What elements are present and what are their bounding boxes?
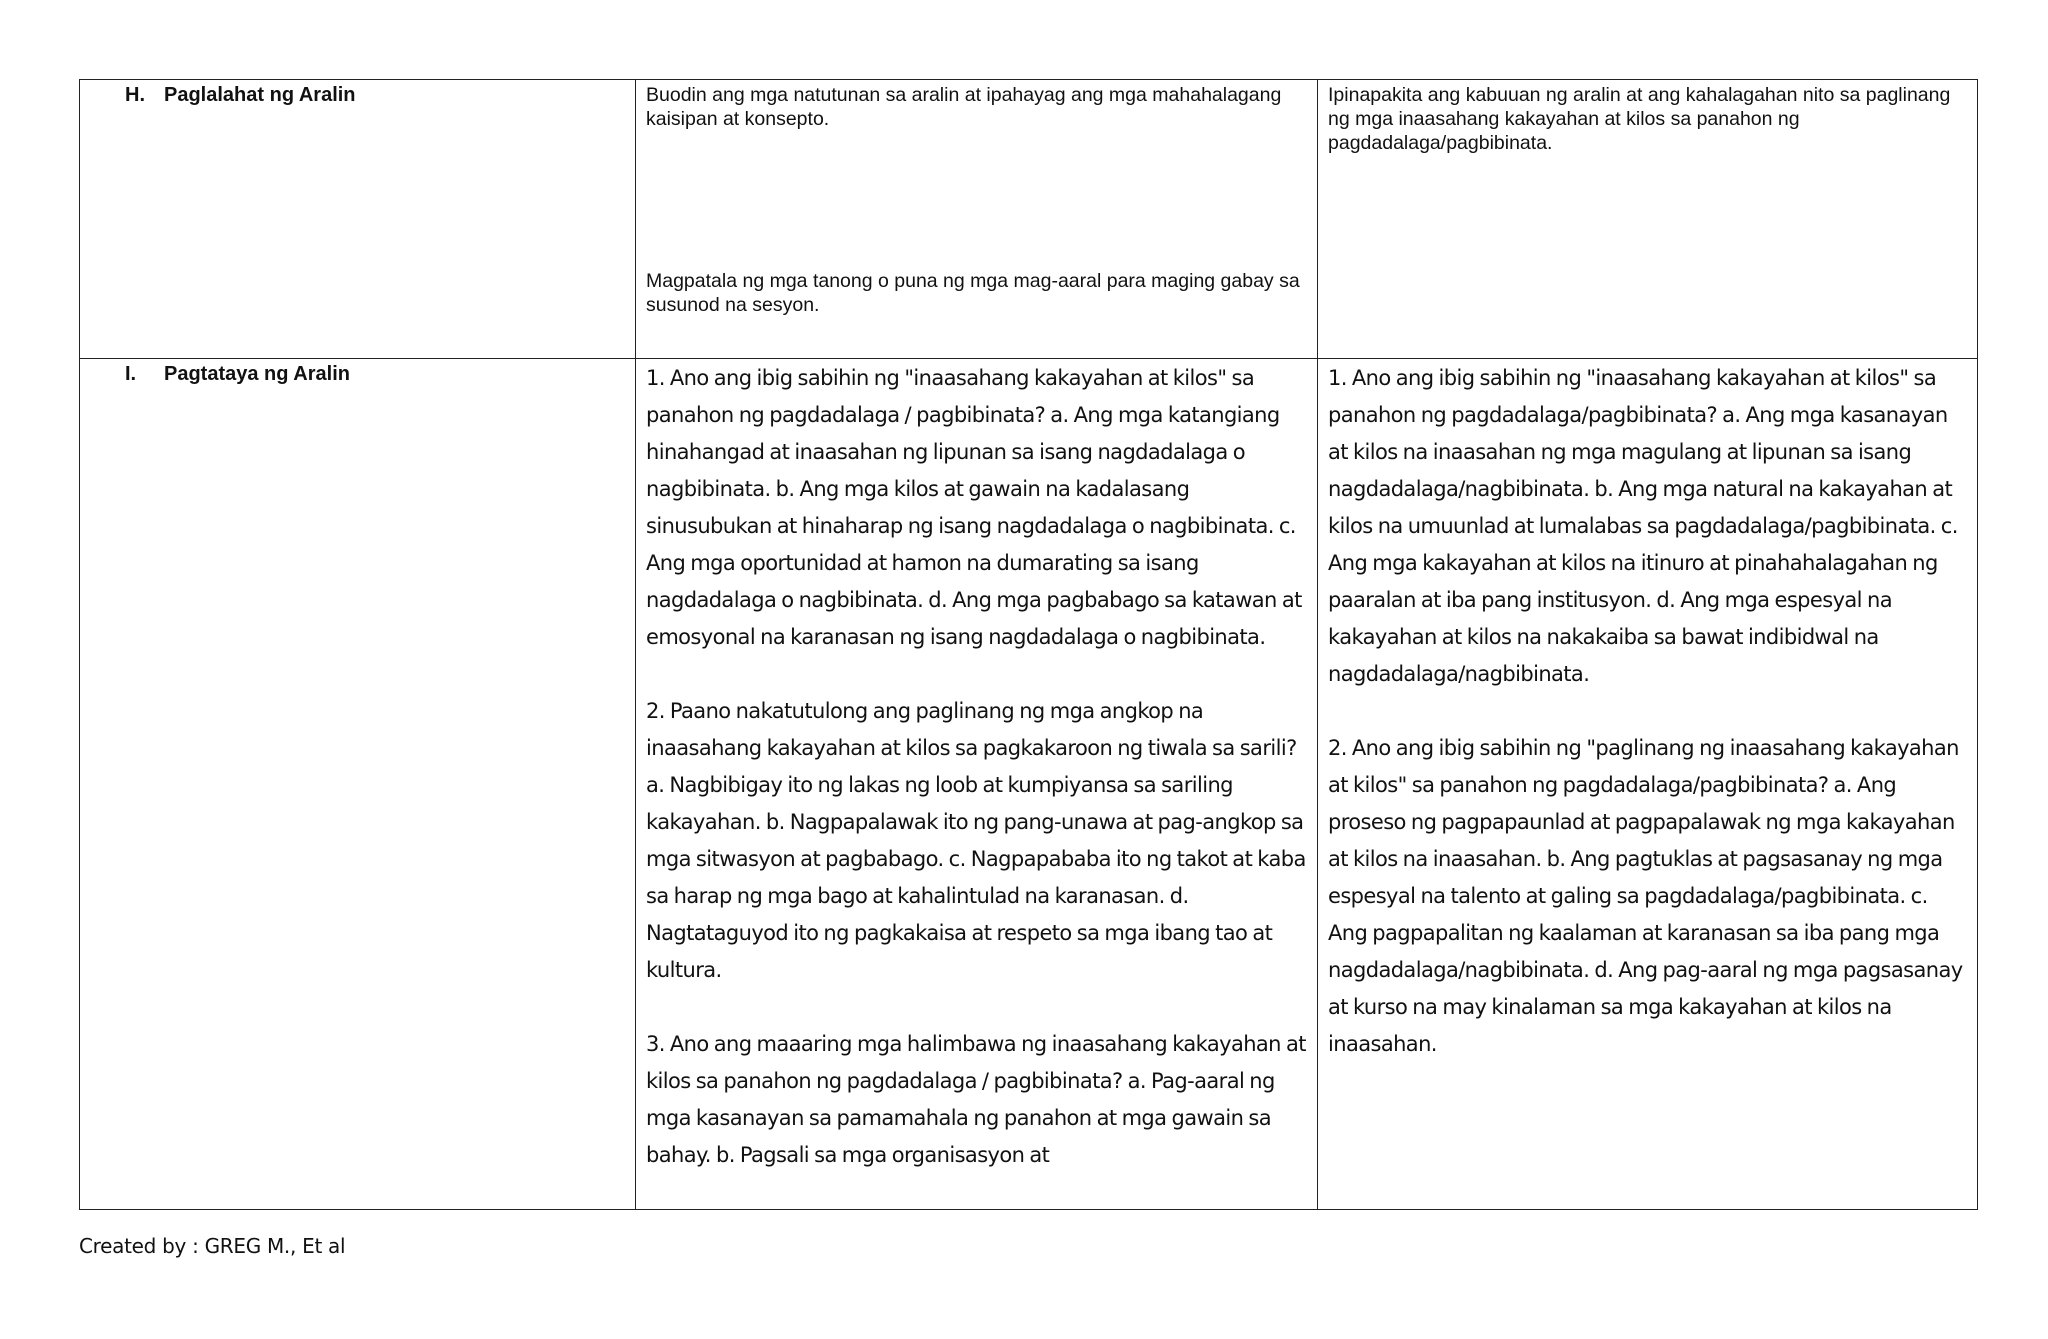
question-item: 3. Ano ang maaaring mga halimbawa ng inaasahang kakayahan at kilos sa panahon ng pagdadalaga / pagbibinata? a. Pag-aaral ng mga kasanayan sa pamamahala ng panahon at mga gawain sa bahay. b. Pagsali sa mga organisasyon at [646, 1032, 1306, 1167]
row-title: Pagtataya ng Aralin [164, 363, 350, 385]
assessment-cell [636, 359, 1318, 1210]
question-item: 1. Ano ang ibig sabihin ng "inaasahang kakayahan at kilos" sa panahon ng pagdadalaga / pagbibinata? a. Ang mga katangiang hinahangad at inaasahan ng lipunan sa isang nagdadalaga o nagbibinata. b. Ang mga kilos at gawain na kadalasang sinusubukan at hinaharap ng isang nagdadalaga o nagbibinata. c. Ang mga oportunidad at hamon na dumarating sa isang nagdadalaga o nagbibinata. d. Ang mga pagbabago sa katawan at emosyonal na karanasan ng isang nagdadalaga o nagbibinata. [646, 366, 1302, 649]
question-item: 2. Paano nakatutulong ang paglinang ng mga angkop na inaasahang kakayahan at kilos sa pagkakaroon ng tiwala sa sarili? a. Nagbibigay ito ng lakas ng loob at kumpiyansa sa sariling kakayahan. b. Nagpapalawak ito ng pang-unawa at pag-angkop sa mga sitwasyon at pagbabago. c. Nagpapababa ito ng takot at kaba sa harap ng mga bago at kahalintulad na karanasan. d. Nagtataguyod ito ng pagkakaisa at respeto sa mga ibang tao at kultura. [646, 699, 1306, 982]
row-label [80, 80, 635, 107]
assessment-questions [636, 359, 1317, 1174]
assessment-questions-alt [1318, 359, 1977, 1063]
notes-text: Ipinapakita ang kabuuan ng aralin at ang kahalagahan nito sa paglinang ng mga inaasahang kakayahan at kilos sa panahon ng pagdadalaga/pagbibinata. [1328, 84, 1951, 154]
row-letter: H. [125, 84, 145, 106]
row-title: Paglalahat ng Aralin [164, 84, 356, 106]
question-item: 1. Ano ang ibig sabihin ng "inaasahang kakayahan at kilos" sa panahon ng pagdadalaga/pagbibinata? a. Ang mga kasanayan at kilos na inaasahan ng mga magulang at lipunan sa isang nagdadalaga/nagbibinata. b. Ang mga natural na kakayahan at kilos na umuunlad at lumalabas sa pagdadalaga/pagbibinata. c. Ang mga kakayahan at kilos na itinuro at pinahahalagahan ng paaralan at iba pang institusyon. d. Ang mga espesyal na kakayahan at kilos na nakakaiba sa bawat indibidwal na nagdadalaga/nagbibinata. [1328, 366, 1958, 686]
row-label [80, 359, 635, 386]
lesson-plan-table [79, 79, 1978, 1210]
row-label-cell [80, 80, 636, 359]
table-row-pagtataya [80, 359, 1978, 1210]
procedure-cell [636, 80, 1318, 359]
question-item: 2. Ano ang ibig sabihin ng "paglinang ng inaasahang kakayahan at kilos" sa panahon ng pagdadalaga/pagbibinata? a. Ang proseso ng pagpapaunlad at pagpapalawak ng mga kakayahan at kilos na inaasahan. b. Ang pagtuklas at pagsasanay ng mga espesyal na talento at galing sa pagdadalaga/pagbibinata. c. Ang pagpapalitan ng kaalaman at karanasan sa iba pang mga nagdadalaga/nagbibinata. d. Ang pag-aaral ng mga pagsasanay at kurso na may kinalaman sa mga kakayahan at kilos na inaasahan. [1328, 736, 1963, 1056]
assessment-cell-alt [1318, 359, 1978, 1210]
procedure-text [636, 80, 1317, 317]
row-letter: I. [125, 363, 137, 385]
procedure-paragraph: Magpatala ng mga tanong o puna ng mga mag-aaral para maging gabay sa susunod na sesyon. [646, 270, 1300, 316]
table-row-paglalahat [80, 80, 1978, 359]
notes-cell [1318, 80, 1978, 359]
row-label-cell [80, 359, 636, 1210]
footer-credit: Created by : GREG M., Et al [79, 1234, 346, 1258]
procedure-paragraph: Buodin ang mga natutunan sa aralin at ipahayag ang mga mahahalagang kaisipan at konsepto. [646, 84, 1282, 130]
